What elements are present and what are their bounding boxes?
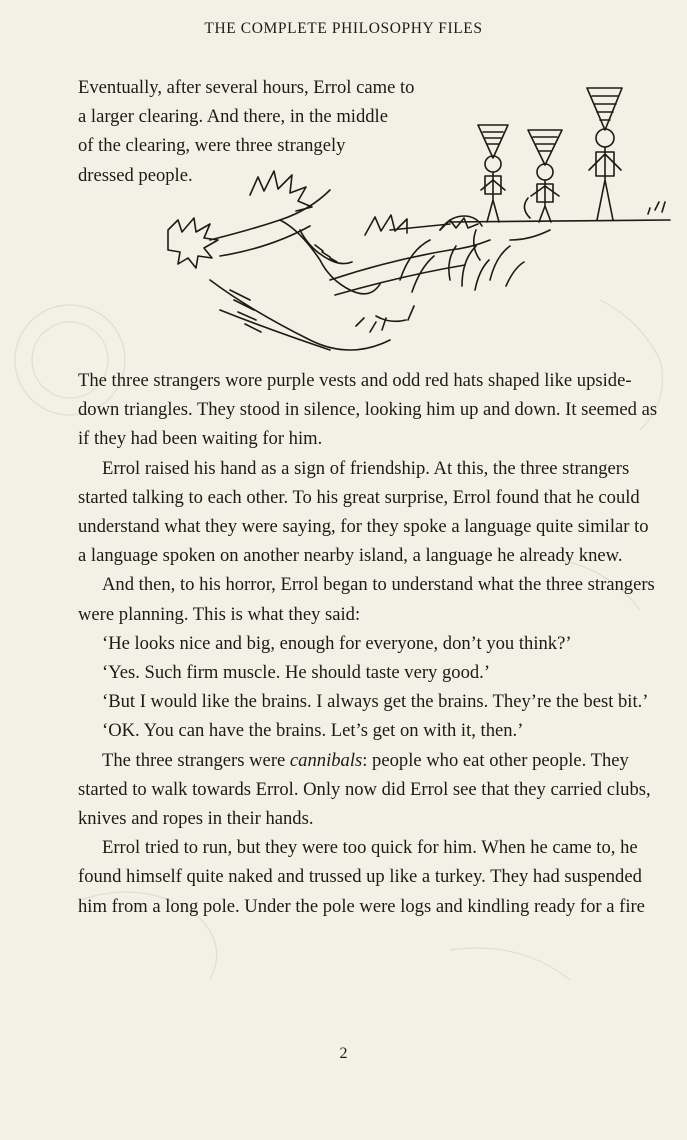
intro-line: Eventually, after several hours, Errol came to	[78, 77, 415, 98]
errol-figure	[168, 171, 490, 350]
intro-line: dressed people.	[78, 164, 193, 186]
last-paragraph: Errol tried to run, but they were too quick for him. When he came to, he found himself quite naked and trussed up like a turkey. They had suspended him from a long pole. Under the pole were logs and kindling ready for a fire	[78, 837, 645, 917]
intro-line: a larger clearing. And there, in the middle	[78, 106, 388, 128]
running-head: THE COMPLETE PHILOSOPHY FILES	[204, 20, 483, 37]
dialogue-line: ‘OK. You can have the brains. Let’s get on with it, then.’	[102, 720, 524, 742]
paragraph: And then, to his horror, Errol began to understand what the three strangers were planning. This is what they said:	[78, 574, 655, 625]
dialogue-line: ‘But I would like the brains. I always get the brains. They’re the best bit.’	[102, 691, 649, 713]
cannibals-term: cannibals	[289, 749, 363, 771]
stranger-figure-2	[524, 130, 562, 222]
intro-line: of the clearing, were three strangely	[78, 135, 346, 157]
cannibals-text-before: The three strangers were	[102, 749, 290, 771]
bushes	[356, 215, 550, 332]
dialogue-line: ‘Yes. Such firm muscle. He should taste very good.’	[102, 662, 491, 684]
stranger-figure-3	[587, 88, 622, 220]
cannibals-paragraph	[78, 746, 658, 834]
illustration-errol-and-strangers	[150, 80, 680, 370]
paragraph: Errol raised his hand as a sign of friendship. At this, the three strangers started talking to each other. To his great surprise, Errol found that he could understand what they were saying, for they spoke a language quite similar to a language spoken on another nearby island, a language he already knew.	[78, 457, 649, 567]
paragraph: The three strangers wore purple vests and odd red hats shaped like upside-down triangles. They stood in silence, looking him up and down. It seemed as if they had been waiting for him.	[78, 370, 658, 450]
body-text	[78, 366, 658, 921]
dialogue-line: ‘He looks nice and big, enough for everyone, don’t you think?’	[102, 632, 572, 654]
page-number: 2	[339, 1045, 348, 1062]
cannibals-text-after: : people who eat other people. They started to walk towards Errol. Only now did Errol see that they carried clubs, knives and ropes in their hands.	[78, 749, 651, 830]
stranger-figure-1	[478, 125, 508, 222]
